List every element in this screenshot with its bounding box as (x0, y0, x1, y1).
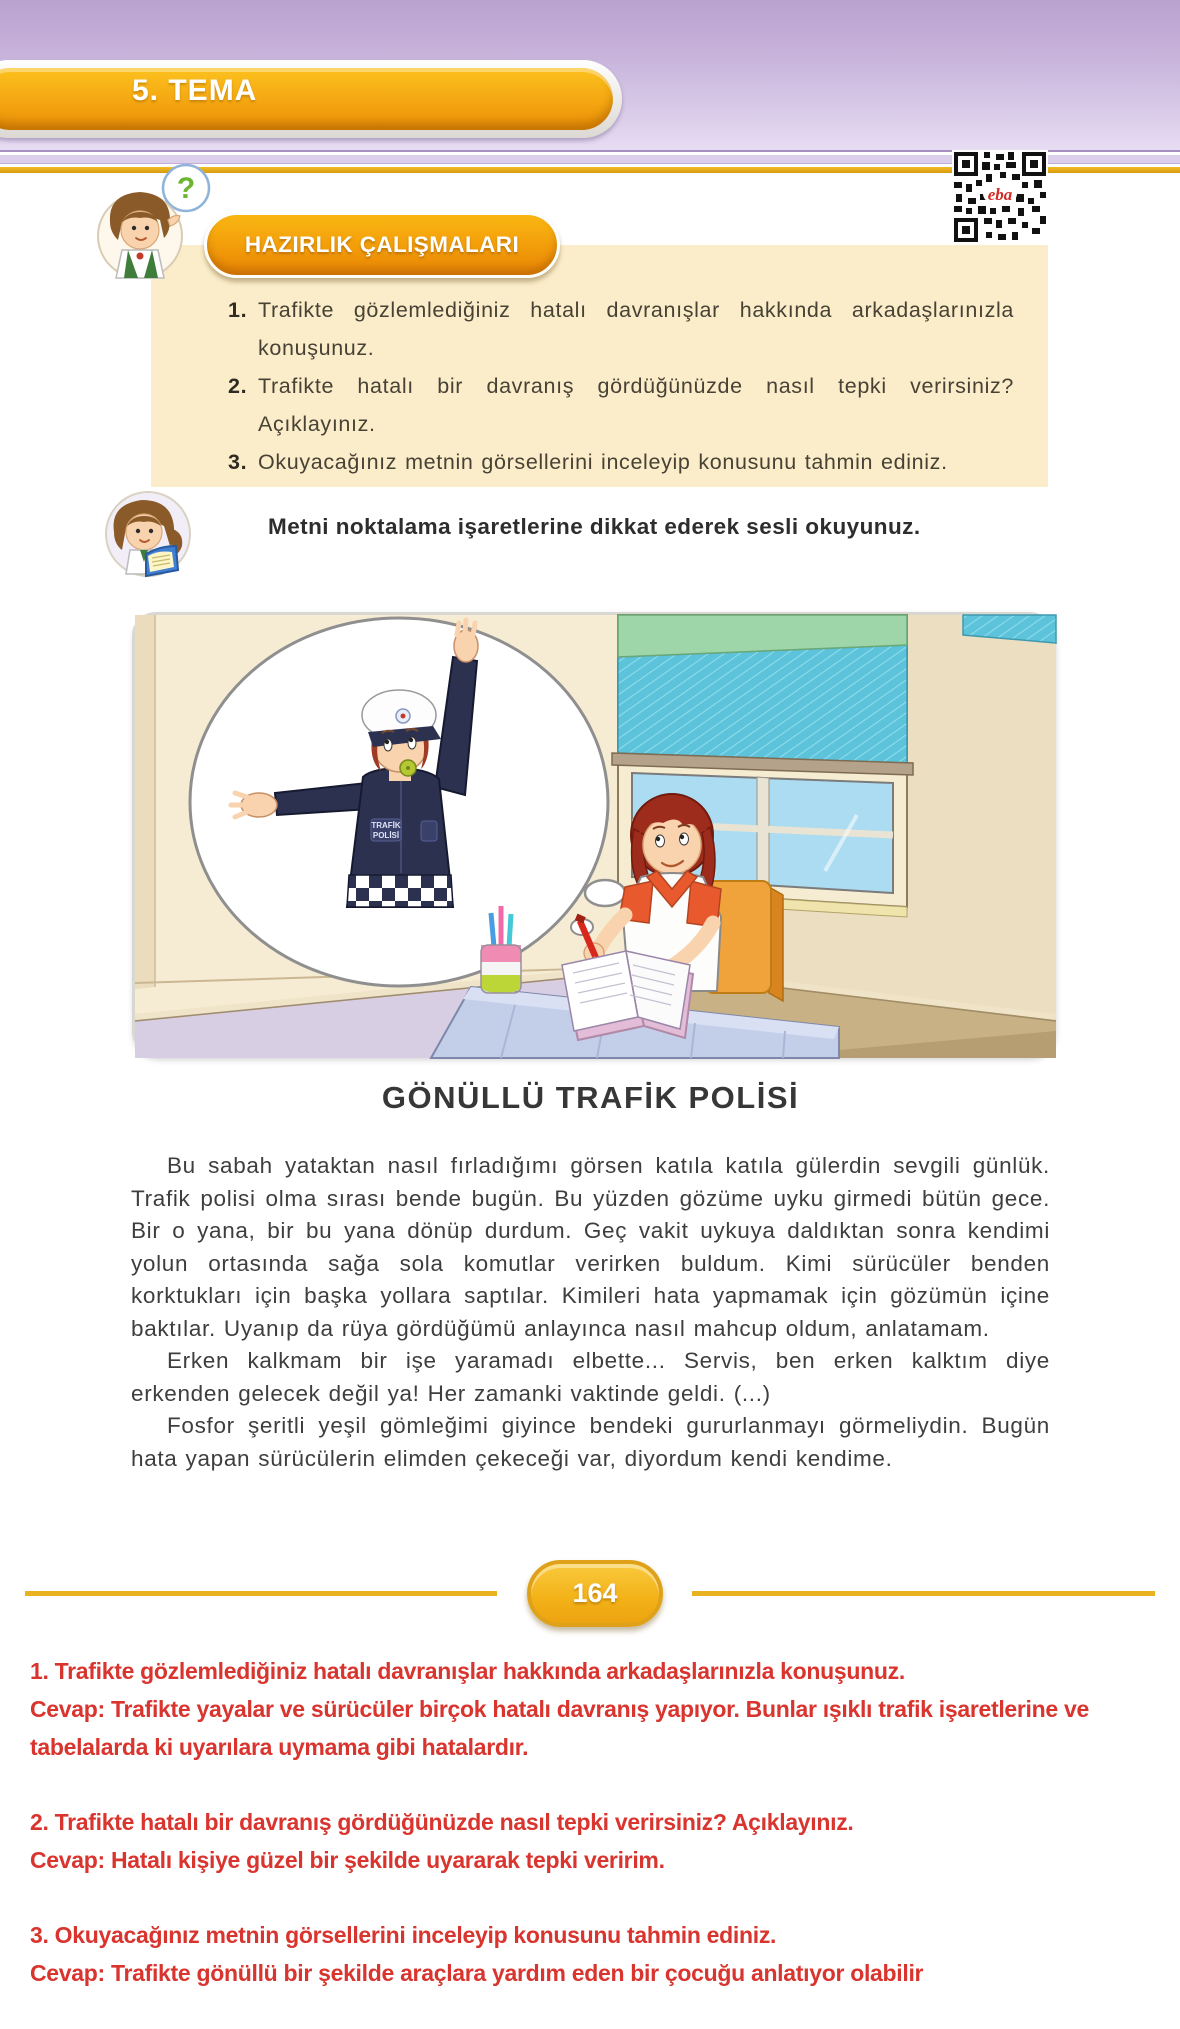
notebook (562, 951, 693, 1040)
story-illustration (132, 612, 1053, 1055)
answer-question: 1. Trafikte gözlemlediğiniz hatalı davranışlar hakkında arkadaşlarınızla konuşunuz. (30, 1658, 905, 1684)
prep-question-list (228, 291, 1014, 481)
answer-text: Cevap: Hatalı kişiye güzel bir şekilde uyararak tepki veririm. (30, 1847, 665, 1873)
qr-code-image (952, 150, 1048, 244)
reading-girl-icon (100, 488, 196, 580)
prep-banner-label: HAZIRLIK ÇALIŞMALARI (244, 232, 520, 257)
window-blind (618, 645, 907, 763)
theme-banner (0, 60, 622, 138)
qr-code (952, 150, 1048, 244)
prep-question-text: Trafikte gözlemlediğiniz hatalı davranışlar hakkında arkadaşlarınızla konuşunuz. (258, 298, 1014, 360)
page-number: 164 (572, 1578, 618, 1608)
answer-block-2 (30, 1803, 1156, 1879)
illustration-scene (135, 615, 1056, 1058)
theme-banner-fill (0, 68, 613, 130)
prep-question-1 (228, 291, 1014, 367)
prep-banner (204, 212, 560, 278)
prep-question-number: 1. (228, 298, 248, 322)
answer-question: 2. Trafikte hatalı bir davranış gördüğünüzde nasıl tepki verirsiniz? Açıklayınız. (30, 1809, 854, 1835)
answer-question: 3. Okuyacağınız metnin görsellerini inceleyip konusunu tahmin ediniz. (30, 1922, 777, 1948)
prep-question-number: 2. (228, 374, 248, 398)
prep-question-number: 3. (228, 450, 248, 474)
thought-bubble (190, 618, 608, 986)
answer-text: Cevap: Trafikte gönüllü bir şekilde araçlara yardım eden bir çocuğu anlatıyor olabilir (30, 1960, 924, 1986)
story-paragraph-2: Erken kalkmam bir işe yaramadı elbette... Servis, ben erken kalktım diye erkenden gelecek değil ya! Her zamanki vaktinde geldi. (...) (131, 1348, 1050, 1406)
eba-logo: eba (987, 185, 1013, 204)
story-body (131, 1150, 1050, 1475)
prep-question-text: Okuyacağınız metnin görsellerini inceleyip konusunu tahmin ediniz. (258, 450, 948, 474)
page-number-badge (527, 1560, 663, 1627)
question-girl-icon (94, 160, 216, 284)
story-title: GÖNÜLLÜ TRAFİK POLİSİ (381, 1080, 800, 1115)
checkered-belt (347, 875, 453, 907)
prep-question-3 (228, 443, 1014, 481)
story-paragraph-1: Bu sabah yataktan nasıl fırladığımı görsen katıla katıla gülerdin sevgili günlük. Trafik polisi olma sırası bende bugün. Bu yüzden gözüme uyku girmedi bütün gece. Bir o yana, bir bu yana dönüp durdum. Geç vakit uykuya daldıktan sonra kendimi yolun ortasında sağa sola komutlar verirken buldum. Kimi sürücüler benden korktukları için başka yollara saptılar. Kimileri hata yapmamak için gözümün içine baktılar. Uyanıp da rüya gördüğümü anlayınca nasıl mahcup oldum, anlatamam. (131, 1153, 1050, 1341)
answer-text: Cevap: Trafikte yayalar ve sürücüler birçok hatalı davranış yapıyor. Bunlar ışıklı trafik işaretlerine ve tabelalarda ki uyarılara uymama gibi hatalardır. (30, 1696, 1089, 1760)
answer-block-1 (30, 1652, 1156, 1766)
svg-text:?: ? (176, 172, 196, 205)
theme-title: 5. TEMA (132, 74, 258, 107)
footer-rule-right (692, 1591, 1155, 1596)
answers-section (30, 1652, 1156, 2029)
prep-question-2 (228, 367, 1014, 443)
reading-instruction: Metni noktalama işaretlerine dikkat ederek sesli okuyunuz. (268, 514, 921, 539)
police-patch-line2: POLİSİ (372, 831, 400, 840)
footer-rule-left (25, 1591, 497, 1596)
prep-question-text: Trafikte hatalı bir davranış gördüğünüzde nasıl tepki verirsiniz? Açıklayınız. (258, 374, 1014, 436)
police-patch-line1: TRAFİK (371, 821, 401, 830)
answer-block-3 (30, 1916, 1156, 1992)
story-paragraph-3: Fosfor şeritli yeşil gömleğimi giyince bendeki gururlanmayı görmeliydin. Bugün hata yapan sürücülerin elimden çekeceği var, diyordum kendi kendime. (131, 1413, 1050, 1471)
